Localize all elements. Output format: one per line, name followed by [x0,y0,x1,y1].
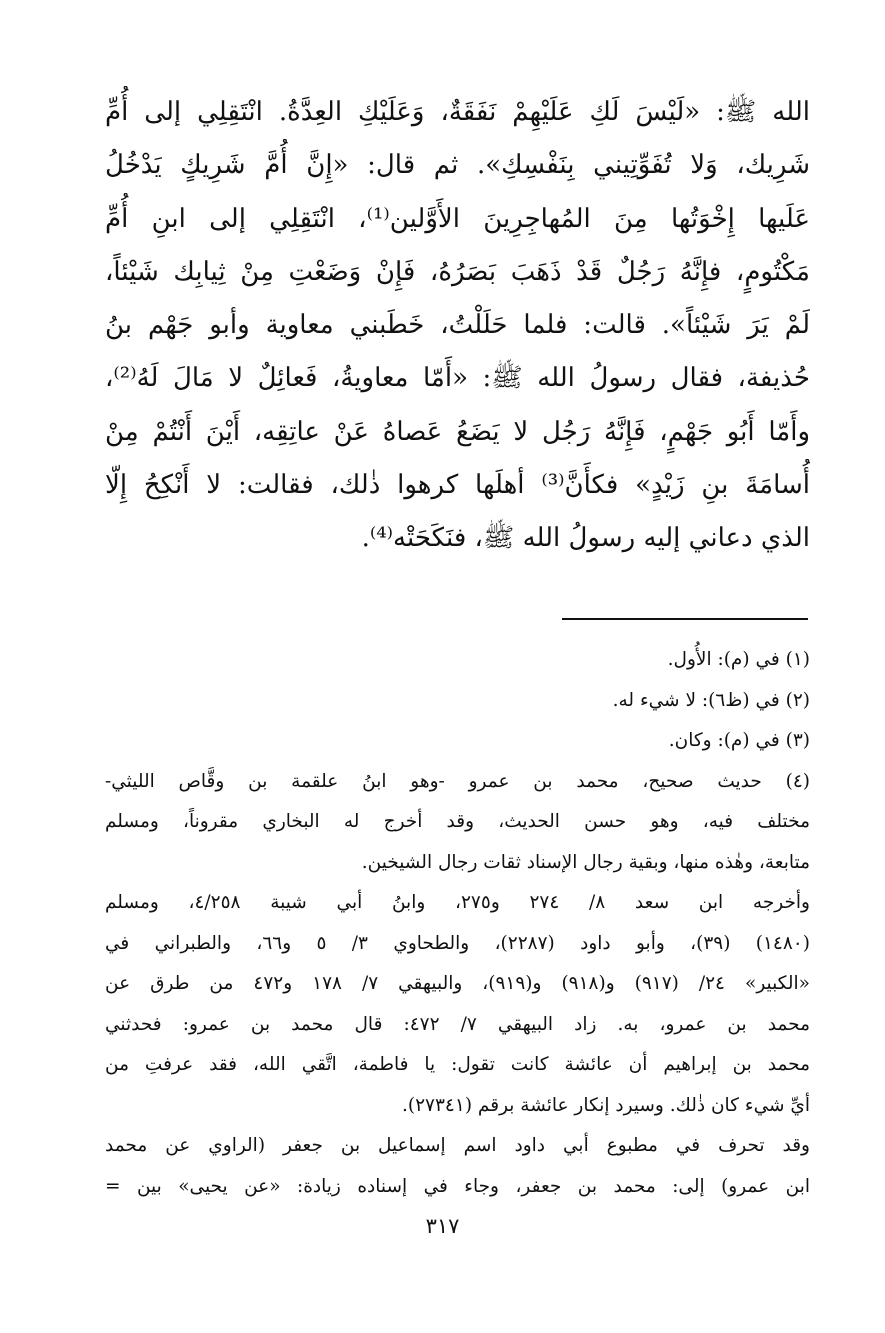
main-text-line: الذي دعاني إليه رسولُ الله ﷺ، فنَكَحَتْه⁽⁴⁾. [361,523,810,554]
footnote-line: محمد بن عمرو، به. زاد البيهقي ٧/ ٤٧٢: قال محمد بن عمرو: فحدثني [105,1013,810,1035]
main-text-line: أُسامَةَ بنِ زَيْدٍ» فكأَنَّ⁽³⁾ أهلَها كرهوا ذٰلك، فقالت: لا أَنْكِحُ إِلّا [105,470,810,501]
footnote-line: (٣) في (م): وكان. [668,730,810,751]
footnotes-block [105,640,810,1207]
footnote-line: (١٤٨٠) (٣٩)، وأبو داود (٢٢٨٧)، والطحاوي ٣/ ٥ و٦٦، والطبراني في [105,932,810,954]
footnote-line: (٤) حديث صحيح، محمد بن عمرو -وهو ابنُ علقمة بن وقَّاص الليثي- [105,770,810,792]
footnote-line: وقد تحرف في مطبوع أبي داود اسم إسماعيل بن جعفر (الراوي عن محمد [105,1135,810,1156]
main-text-line: حُذيفة، فقال رسولُ الله ﷺ: «أَمّا معاويةُ، فَعائِلٌ لا مَالَ لَهُ⁽²⁾، [105,363,810,394]
footnote-line: «الكبير» ٢٤/ (٩١٧) و(٩١٨) و(٩١٩)، والبيهقي ٧/ ١٧٨ و٤٧٢ من طرق عن [105,973,810,994]
main-text-line: شَرِيك، وَلا تُفَوِّتِيني بِنَفْسِكِ». ثم قال: «إِنَّ أُمَّ شَرِيكٍ يَدْخُلُ [105,150,810,181]
footnote-line: (٢) في (ظ٦): لا شيء له. [612,689,810,711]
footnote-line: (١) في (م): الأُول. [667,649,810,670]
footnote-line: محمد بن إبراهيم أن عائشة كانت تقول: يا فاطمة، اتَّقي الله، فقد عرفتِ من [105,1054,810,1075]
main-text-line: لَمْ يَرَ شَيْئاً». قالت: فلما حَلَلْتُ، خَطَبني معاوية وأبو جَهْم بنُ [105,310,810,341]
footnote-line: متابعة، وهٰذه منها، وبقية رجال الإسناد ثقات رجال الشيخين. [361,851,810,873]
footnote-line: مختلف فيه، وهو حسن الحديث، وقد أخرج له البخاري مقروناً، ومسلم [105,811,810,832]
footnote-line: أيِّ شيء كان ذٰلك. وسيرد إنكار عائشة برقم (٢٧٣٤١). [402,1094,810,1116]
main-text-block [105,86,810,566]
footnote-line: وأخرجه ابن سعد ٨/ ٢٧٤ و٢٧٥، وابنُ أبي شيبة ٤/٢٥٨، ومسلم [105,892,810,913]
main-text-line: الله ﷺ: «لَيْسَ لَكِ عَلَيْهِمْ نَفَقَةٌ، وَعَلَيْكِ العِدَّةُ. انْتَقِلِي إلى أُمِّ [105,97,810,127]
footnote-line: ابن عمرو) إلى: محمد بن جعفر، وجاء في إسناده زيادة: «عن يحيى» بين = [105,1175,810,1197]
main-text-line: مَكْتُومٍ، فإِنَّهُ رَجُلٌ قَدْ ذَهَبَ بَصَرُهُ، فَإِنْ وَضَعْتِ مِنْ ثِيابِك شَيْئاً، [105,256,810,287]
main-text-line: وأَمّا أَبُو جَهْمٍ، فَإِنَّهُ رَجُل لا يَضَعُ عَصاهُ عَنْ عاتِقِه، أَيْنَ أَنْتُمْ مِنْ [105,416,810,447]
page-number: ٣١٧ [425,1214,460,1238]
main-text-line: عَلَيها إِخْوَتُها مِنَ المُهاجِرِينَ الأَوَّلين⁽¹⁾، انْتَقِلِي إلى ابنِ أُمِّ [105,203,810,234]
footnote-separator [562,618,808,620]
